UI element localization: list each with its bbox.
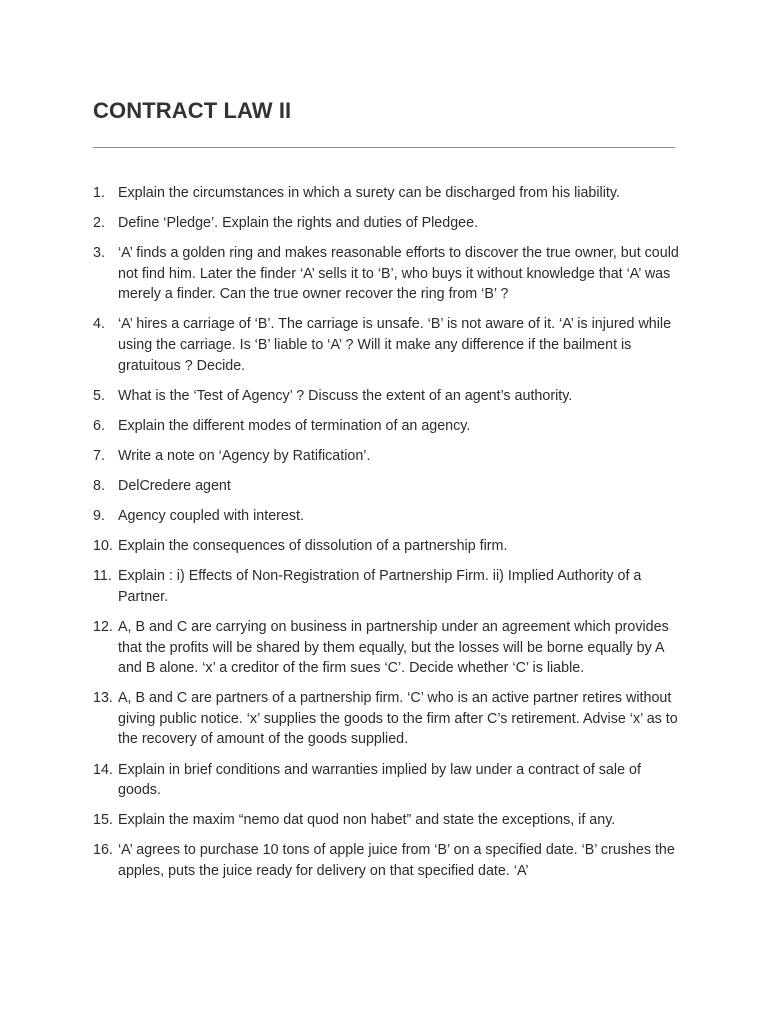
- question-text: Explain the circumstances in which a surety can be discharged from his liability.: [118, 185, 620, 201]
- question-number: 1.: [93, 185, 105, 201]
- question-text: Define ‘Pledge’. Explain the rights and duties of Pledgee.: [118, 215, 479, 232]
- question-item: [93, 386, 683, 407]
- question-number: 12.: [93, 619, 113, 635]
- question-item: [93, 688, 683, 750]
- question-text: Agency coupled with interest.: [118, 508, 304, 525]
- question-number: 11.: [93, 568, 112, 585]
- question-number: 7.: [93, 447, 105, 464]
- question-item: [93, 446, 683, 467]
- question-item: [93, 243, 683, 305]
- question-item: [93, 476, 683, 497]
- question-number: 2.: [93, 215, 105, 232]
- question-number: 5.: [93, 387, 105, 404]
- question-item: [93, 617, 683, 679]
- question-text: A, B and C are carrying on business in partnership under an agreement which provides that the profits will be shared by them equally, but the losses will be borne equally by A and B alone. ‘x’ a creditor of the firm sues ‘C’. Decide whether ‘C’ is liable.: [118, 619, 669, 677]
- question-text: ‘A’ hires a carriage of ‘B’. The carriage is unsafe. ‘B’ is not aware of it. ‘A’ is injured while using the carriage. Is ‘B’ liable to ‘A’ ? Will it make any difference if the bailment is gratuitous ? Decide.: [118, 316, 672, 374]
- question-text: Write a note on ‘Agency by Ratification’.: [118, 447, 371, 464]
- question-text: Explain the consequences of dissolution of a partnership firm.: [118, 538, 508, 555]
- question-number: 9.: [93, 508, 105, 525]
- question-item: [93, 506, 683, 527]
- question-text: Explain the different modes of termination of an agency.: [118, 417, 471, 434]
- question-item: [93, 213, 683, 234]
- question-text: DelCredere agent: [118, 478, 231, 495]
- question-text: Explain : i) Effects of Non-Registration of Partnership Firm. ii) Implied Authority of a Partner.: [118, 568, 642, 605]
- question-item: [93, 314, 683, 376]
- question-text: Explain in brief conditions and warranties implied by law under a contract of sale of goods.: [118, 761, 641, 799]
- question-number: 3.: [93, 245, 105, 262]
- question-number: 6.: [93, 417, 105, 434]
- question-item: [93, 840, 683, 881]
- question-item: [93, 810, 683, 831]
- question-list: [93, 183, 683, 891]
- question-number: 8.: [93, 478, 105, 495]
- question-item: [93, 566, 683, 607]
- question-number: 4.: [93, 316, 105, 333]
- title-divider: [93, 147, 675, 148]
- question-item: [93, 416, 683, 437]
- question-number: 14.: [93, 761, 113, 778]
- page-title: CONTRACT LAW II: [93, 98, 292, 123]
- question-item: [93, 536, 683, 557]
- question-text: ‘A’ agrees to purchase 10 tons of apple juice from ‘B’ on a specified date. ‘B’ crushes the apples, puts the juice ready for delivery on that specified date. ‘A’: [118, 842, 675, 879]
- question-number: 16.: [93, 842, 113, 859]
- question-number: 15.: [93, 812, 113, 829]
- question-text: A, B and C are partners of a partnership firm. ‘C’ who is an active partner retires without giving public notice. ‘x’ supplies the goods to the firm after C’s retirement. Advise ‘x’ as to the recovery of amount of the goods supplied.: [118, 690, 678, 748]
- question-text: What is the ‘Test of Agency’ ? Discuss the extent of an agent’s authority.: [118, 387, 573, 404]
- question-item: [93, 183, 683, 204]
- question-number: 10.: [93, 538, 113, 555]
- question-number: 13.: [93, 690, 113, 707]
- question-text: Explain the maxim “nemo dat quod non habet” and state the exceptions, if any.: [118, 812, 616, 829]
- question-item: [93, 760, 683, 801]
- question-text: ‘A’ finds a golden ring and makes reasonable efforts to discover the true owner, but could not find him. Later the finder ‘A’ sells it to ‘B’, who buys it without knowledge that ‘A’ was merely a finder. Can the true owner recover the ring from ‘B’ ?: [118, 245, 679, 303]
